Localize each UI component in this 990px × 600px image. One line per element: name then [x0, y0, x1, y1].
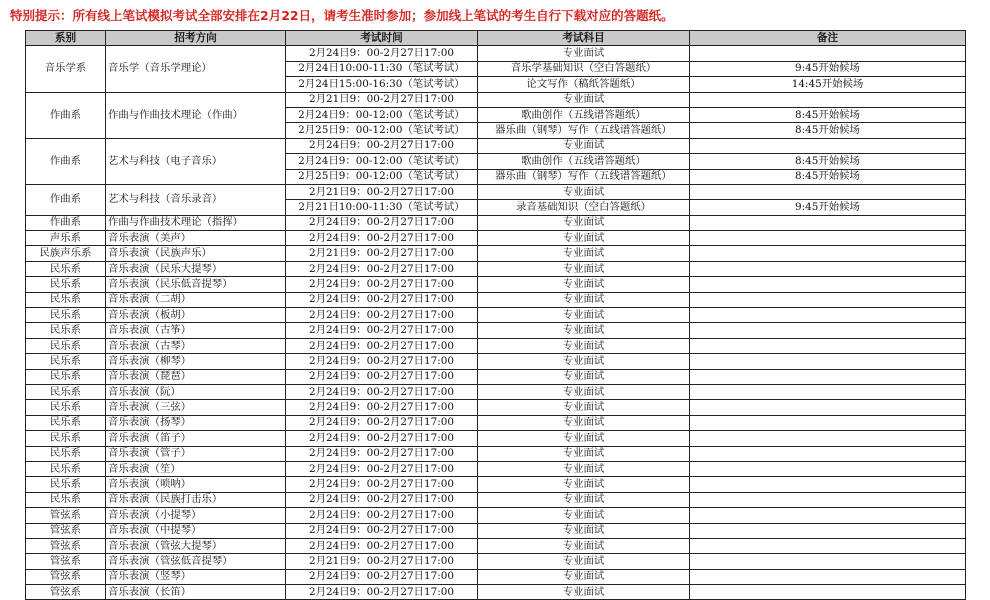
- dept-cell: 民乐系: [26, 292, 106, 307]
- dept-cell: 民乐系: [26, 415, 106, 430]
- subject-cell: 专业面试: [478, 415, 690, 430]
- subject-cell: 歌曲创作（五线谱答题纸）: [478, 107, 690, 122]
- remark-cell: [690, 508, 966, 523]
- dept-cell: 民乐系: [26, 477, 106, 492]
- remark-cell: [690, 431, 966, 446]
- table-row: [26, 92, 966, 107]
- dept-cell: 民乐系: [26, 431, 106, 446]
- time-cell: 2月21日10:00-11:30（笔试考试）: [286, 200, 478, 215]
- dept-cell: 管弦系: [26, 523, 106, 538]
- remark-cell: 8:45开始候场: [690, 154, 966, 169]
- remark-cell: [690, 523, 966, 538]
- subject-cell: 专业面试: [478, 492, 690, 507]
- subject-cell: 录音基础知识（空白答题纸）: [478, 200, 690, 215]
- time-cell: 2月24日9：00-2月27日17:00: [286, 400, 478, 415]
- table-row: [26, 400, 966, 415]
- time-cell: 2月24日9：00-2月27日17:00: [286, 338, 478, 353]
- direction-cell: 音乐表演（三弦）: [106, 400, 286, 415]
- direction-cell: 音乐表演（民乐低音提琴）: [106, 277, 286, 292]
- time-cell: 2月24日9：00-2月27日17:00: [286, 292, 478, 307]
- time-cell: 2月24日9：00-2月27日17:00: [286, 523, 478, 538]
- direction-cell: 音乐表演（柳琴）: [106, 354, 286, 369]
- table-row: [26, 338, 966, 353]
- dept-cell: 作曲系: [26, 138, 106, 184]
- subject-cell: 专业面试: [478, 369, 690, 384]
- table-row: [26, 492, 966, 507]
- subject-cell: 专业面试: [478, 508, 690, 523]
- dept-cell: 声乐系: [26, 231, 106, 246]
- subject-cell: 论文写作（稿纸答题纸）: [478, 77, 690, 92]
- time-cell: 2月24日9：00-2月27日17:00: [286, 492, 478, 507]
- subject-cell: 专业面试: [478, 384, 690, 399]
- dept-cell: 民乐系: [26, 261, 106, 276]
- time-cell: 2月21日9：00-2月27日17:00: [286, 184, 478, 199]
- direction-cell: 音乐表演（管弦低音提琴）: [106, 554, 286, 569]
- time-cell: 2月24日9：00-2月27日17:00: [286, 569, 478, 584]
- direction-cell: 音乐表演（板胡）: [106, 308, 286, 323]
- direction-cell: 音乐表演（笙）: [106, 461, 286, 476]
- time-cell: 2月24日9：00-2月27日17:00: [286, 231, 478, 246]
- subject-cell: 专业面试: [478, 477, 690, 492]
- remark-cell: [690, 569, 966, 584]
- dept-cell: 民族声乐系: [26, 246, 106, 261]
- remark-cell: [690, 231, 966, 246]
- time-cell: 2月25日9：00-12:00（笔试考试）: [286, 123, 478, 138]
- direction-cell: 音乐表演（民乐大提琴）: [106, 261, 286, 276]
- subject-cell: 专业面试: [478, 92, 690, 107]
- subject-cell: 专业面试: [478, 138, 690, 153]
- header-dept: 系别: [26, 31, 106, 46]
- remark-cell: [690, 585, 966, 600]
- dept-cell: 民乐系: [26, 323, 106, 338]
- direction-cell: 音乐表演（竖琴）: [106, 569, 286, 584]
- direction-cell: 音乐表演（唢呐）: [106, 477, 286, 492]
- table-row: [26, 523, 966, 538]
- subject-cell: 音乐学基础知识（空白答题纸）: [478, 61, 690, 76]
- remark-cell: [690, 492, 966, 507]
- remark-cell: [690, 477, 966, 492]
- direction-cell: 音乐表演（长笛）: [106, 585, 286, 600]
- direction-cell: 音乐学（音乐学理论）: [106, 46, 286, 92]
- direction-cell: 音乐表演（美声）: [106, 231, 286, 246]
- header-remark: 备注: [690, 31, 966, 46]
- remark-cell: [690, 92, 966, 107]
- dept-cell: 管弦系: [26, 569, 106, 584]
- remark-cell: [690, 554, 966, 569]
- time-cell: 2月24日9：00-2月27日17:00: [286, 461, 478, 476]
- subject-cell: 专业面试: [478, 523, 690, 538]
- dept-cell: 民乐系: [26, 277, 106, 292]
- direction-cell: 艺术与科技（音乐录音）: [106, 184, 286, 215]
- table-row: [26, 308, 966, 323]
- header-time: 考试时间: [286, 31, 478, 46]
- dept-cell: 作曲系: [26, 184, 106, 215]
- time-cell: 2月24日9：00-2月27日17:00: [286, 415, 478, 430]
- dept-cell: 民乐系: [26, 354, 106, 369]
- time-cell: 2月24日9：00-2月27日17:00: [286, 46, 478, 61]
- time-cell: 2月21日9：00-2月27日17:00: [286, 92, 478, 107]
- table-row: [26, 384, 966, 399]
- subject-cell: 专业面试: [478, 400, 690, 415]
- remark-cell: 9:45开始候场: [690, 200, 966, 215]
- time-cell: 2月24日15:00-16:30（笔试考试）: [286, 77, 478, 92]
- direction-cell: 音乐表演（小提琴）: [106, 508, 286, 523]
- time-cell: 2月24日9：00-2月27日17:00: [286, 308, 478, 323]
- remark-cell: [690, 215, 966, 230]
- remark-cell: [690, 246, 966, 261]
- subject-cell: 专业面试: [478, 46, 690, 61]
- time-cell: 2月24日9：00-2月27日17:00: [286, 431, 478, 446]
- direction-cell: 作曲与作曲技术理论（指挥）: [106, 215, 286, 230]
- subject-cell: 专业面试: [478, 277, 690, 292]
- direction-cell: 音乐表演（管子）: [106, 446, 286, 461]
- subject-cell: 器乐曲（钢琴）写作（五线谱答题纸）: [478, 123, 690, 138]
- dept-cell: 民乐系: [26, 461, 106, 476]
- time-cell: 2月24日10:00-11:30（笔试考试）: [286, 61, 478, 76]
- direction-cell: 音乐表演（中提琴）: [106, 523, 286, 538]
- time-cell: 2月24日9：00-2月27日17:00: [286, 538, 478, 553]
- remark-cell: [690, 292, 966, 307]
- table-row: [26, 215, 966, 230]
- table-row: [26, 46, 966, 61]
- table-row: [26, 261, 966, 276]
- remark-cell: [690, 323, 966, 338]
- subject-cell: 器乐曲（钢琴）写作（五线谱答题纸）: [478, 169, 690, 184]
- remark-cell: [690, 277, 966, 292]
- dept-cell: 民乐系: [26, 338, 106, 353]
- time-cell: 2月24日9：00-2月27日17:00: [286, 369, 478, 384]
- dept-cell: 管弦系: [26, 508, 106, 523]
- time-cell: 2月25日9：00-12:00（笔试考试）: [286, 169, 478, 184]
- dept-cell: 管弦系: [26, 538, 106, 553]
- dept-cell: 民乐系: [26, 446, 106, 461]
- dept-cell: 作曲系: [26, 215, 106, 230]
- dept-cell: 作曲系: [26, 92, 106, 138]
- remark-cell: [690, 46, 966, 61]
- remark-cell: 9:45开始候场: [690, 61, 966, 76]
- time-cell: 2月24日9：00-2月27日17:00: [286, 446, 478, 461]
- dept-cell: 民乐系: [26, 492, 106, 507]
- table-row: [26, 292, 966, 307]
- remark-cell: [690, 354, 966, 369]
- remark-cell: 14:45开始候场: [690, 77, 966, 92]
- table-row: [26, 415, 966, 430]
- table-row: [26, 554, 966, 569]
- time-cell: 2月24日9：00-2月27日17:00: [286, 508, 478, 523]
- subject-cell: 专业面试: [478, 554, 690, 569]
- subject-cell: 专业面试: [478, 585, 690, 600]
- direction-cell: 艺术与科技（电子音乐）: [106, 138, 286, 184]
- subject-cell: 专业面试: [478, 215, 690, 230]
- subject-cell: 歌曲创作（五线谱答题纸）: [478, 154, 690, 169]
- direction-cell: 音乐表演（古琴）: [106, 338, 286, 353]
- time-cell: 2月24日9：00-2月27日17:00: [286, 215, 478, 230]
- subject-cell: 专业面试: [478, 538, 690, 553]
- table-row: [26, 569, 966, 584]
- direction-cell: 音乐表演（民族打击乐）: [106, 492, 286, 507]
- subject-cell: 专业面试: [478, 308, 690, 323]
- table-row: [26, 184, 966, 199]
- remark-cell: [690, 538, 966, 553]
- time-cell: 2月24日9：00-12:00（笔试考试）: [286, 107, 478, 122]
- direction-cell: 音乐表演（扬琴）: [106, 415, 286, 430]
- dept-cell: 音乐学系: [26, 46, 106, 92]
- time-cell: 2月24日9：00-2月27日17:00: [286, 138, 478, 153]
- remark-cell: [690, 184, 966, 199]
- header-subject: 考试科目: [478, 31, 690, 46]
- dept-cell: 管弦系: [26, 585, 106, 600]
- remark-cell: [690, 415, 966, 430]
- time-cell: 2月21日9：00-2月27日17:00: [286, 246, 478, 261]
- time-cell: 2月24日9：00-2月27日17:00: [286, 354, 478, 369]
- subject-cell: 专业面试: [478, 292, 690, 307]
- direction-cell: 音乐表演（民族声乐）: [106, 246, 286, 261]
- subject-cell: 专业面试: [478, 461, 690, 476]
- exam-schedule-table: [25, 30, 966, 600]
- time-cell: 2月24日9：00-2月27日17:00: [286, 277, 478, 292]
- remark-cell: 8:45开始候场: [690, 169, 966, 184]
- remark-cell: [690, 446, 966, 461]
- time-cell: 2月24日9：00-2月27日17:00: [286, 585, 478, 600]
- time-cell: 2月24日9：00-2月27日17:00: [286, 261, 478, 276]
- time-cell: 2月24日9：00-2月27日17:00: [286, 477, 478, 492]
- table-row: [26, 231, 966, 246]
- remark-cell: [690, 384, 966, 399]
- direction-cell: 音乐表演（阮）: [106, 384, 286, 399]
- table-row: [26, 246, 966, 261]
- table-row: [26, 477, 966, 492]
- table-row: [26, 354, 966, 369]
- table-header-row: [26, 31, 966, 46]
- table-row: [26, 277, 966, 292]
- remark-cell: [690, 369, 966, 384]
- direction-cell: 音乐表演（管弦大提琴）: [106, 538, 286, 553]
- remark-cell: [690, 400, 966, 415]
- dept-cell: 民乐系: [26, 369, 106, 384]
- subject-cell: 专业面试: [478, 323, 690, 338]
- subject-cell: 专业面试: [478, 431, 690, 446]
- subject-cell: 专业面试: [478, 184, 690, 199]
- table-row: [26, 323, 966, 338]
- time-cell: 2月24日9：00-12:00（笔试考试）: [286, 154, 478, 169]
- direction-cell: 音乐表演（琵琶）: [106, 369, 286, 384]
- remark-cell: 8:45开始候场: [690, 107, 966, 122]
- direction-cell: 音乐表演（笛子）: [106, 431, 286, 446]
- direction-cell: 音乐表演（二胡）: [106, 292, 286, 307]
- remark-cell: [690, 138, 966, 153]
- subject-cell: 专业面试: [478, 231, 690, 246]
- table-row: [26, 585, 966, 600]
- subject-cell: 专业面试: [478, 338, 690, 353]
- dept-cell: 民乐系: [26, 308, 106, 323]
- header-direction: 招考方向: [106, 31, 286, 46]
- subject-cell: 专业面试: [478, 261, 690, 276]
- dept-cell: 民乐系: [26, 400, 106, 415]
- remark-cell: [690, 461, 966, 476]
- table-row: [26, 138, 966, 153]
- table-row: [26, 431, 966, 446]
- subject-cell: 专业面试: [478, 246, 690, 261]
- notice-banner: 特别提示：所有线上笔试模拟考试全部安排在2月22日，请考生准时参加；参加线上笔试的考生自行下载对应的答题纸。: [10, 8, 674, 23]
- table-row: [26, 508, 966, 523]
- time-cell: 2月24日9：00-2月27日17:00: [286, 323, 478, 338]
- time-cell: 2月21日9：00-2月27日17:00: [286, 554, 478, 569]
- remark-cell: [690, 338, 966, 353]
- subject-cell: 专业面试: [478, 446, 690, 461]
- remark-cell: [690, 308, 966, 323]
- table-row: [26, 538, 966, 553]
- time-cell: 2月24日9：00-2月27日17:00: [286, 384, 478, 399]
- remark-cell: [690, 261, 966, 276]
- table-body: [26, 46, 966, 600]
- table-row: [26, 369, 966, 384]
- dept-cell: 管弦系: [26, 554, 106, 569]
- remark-cell: 8:45开始候场: [690, 123, 966, 138]
- table-row: [26, 446, 966, 461]
- dept-cell: 民乐系: [26, 384, 106, 399]
- direction-cell: 作曲与作曲技术理论（作曲）: [106, 92, 286, 138]
- subject-cell: 专业面试: [478, 569, 690, 584]
- direction-cell: 音乐表演（古筝）: [106, 323, 286, 338]
- subject-cell: 专业面试: [478, 354, 690, 369]
- table-row: [26, 461, 966, 476]
